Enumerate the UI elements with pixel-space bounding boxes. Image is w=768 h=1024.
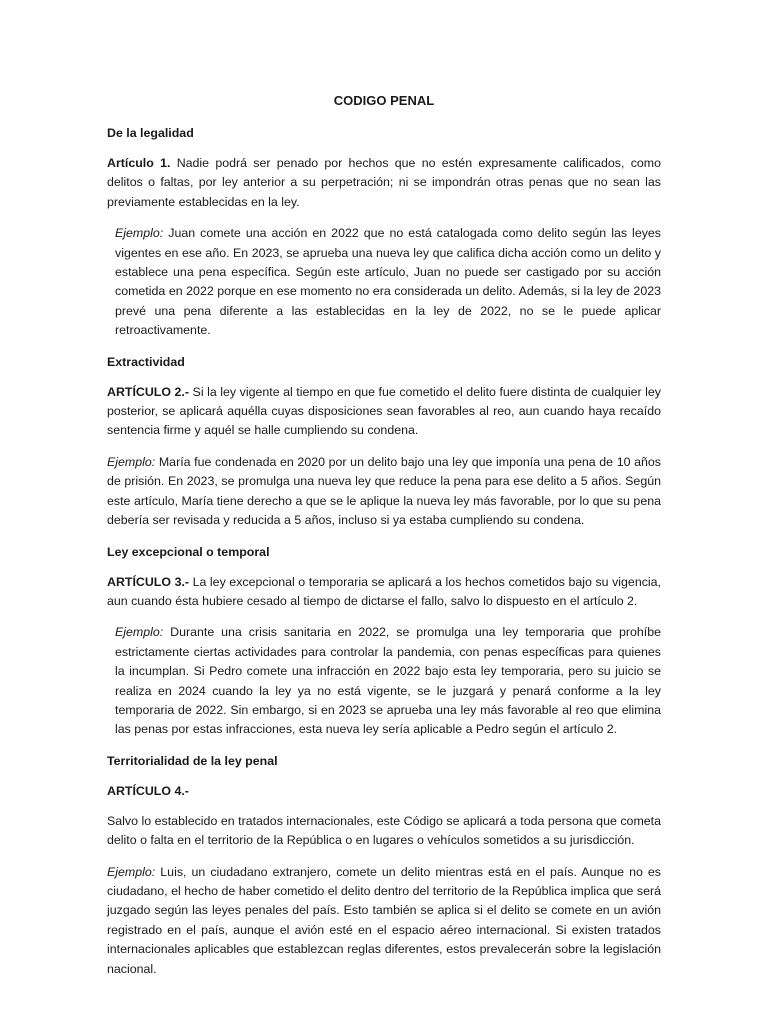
- example-1-text: Juan comete una acción en 2022 que no está catalogada como delito según las leyes vigentes en ese año. En 2023, se aprueba una nueva ley que califica dicha acción como un delito y establece una pena específica. Según este artículo, Juan no puede ser castigado por su acción cometida en 2022 porque en ese momento no era considerada un delito. Además, si la ley de 2023 prevé una pena diferente a las establecidas en la ley de 2022, no se le puede aplicar retroactivamente.: [115, 226, 661, 338]
- article-2-label: ARTÍCULO 2.-: [107, 384, 190, 399]
- example-2: [107, 453, 661, 531]
- article-2: [107, 383, 661, 441]
- article-1-label: Artículo 1.: [107, 156, 171, 170]
- example-1-label: Ejemplo:: [115, 226, 164, 241]
- example-3-label: Ejemplo:: [115, 625, 164, 640]
- article-3: [107, 573, 661, 612]
- article-1: [107, 154, 661, 212]
- section-heading-legalidad: De la legalidad: [107, 126, 194, 140]
- example-3: [107, 623, 661, 739]
- example-1: [107, 224, 661, 340]
- article-1-text: Nadie podrá ser penado por hechos que no estén expresamente calificados, como delitos o faltas, por ley anterior a su perpetración; ni se impondrán otras penas que no sean las previamente establecidas en la ley.: [107, 156, 661, 209]
- example-2-text: María fue condenada en 2020 por un delito bajo una ley que imponía una pena de 10 años de prisión. En 2023, se promulga una nueva ley que reduce la pena para ese delito a 5 años. Según este artículo, María tiene derecho a que se le aplique la nueva ley más favorable, por lo que su pena debería ser revisada y reducida a 5 años, incluso si ya estaba cumpliendo su condena.: [107, 454, 661, 528]
- example-2-label: Ejemplo:: [107, 454, 156, 469]
- document-title: CODIGO PENAL: [333, 93, 435, 108]
- article-3-text: La ley excepcional o temporaria se aplicará a los hechos cometidos bajo su vigencia, aun cuando ésta hubiere cesado al tiempo de dictarse el fallo, salvo lo dispuesto en el artículo 2.: [107, 574, 661, 608]
- article-4-text: Salvo lo establecido en tratados internacionales, este Código se aplicará a toda persona que cometa delito o falta en el territorio de la República o en lugares o vehículos sometidos a su jurisdicción.: [107, 813, 661, 848]
- article-3-label: ARTÍCULO 3.-: [107, 574, 190, 589]
- section-heading-extractividad: Extractividad: [107, 354, 185, 369]
- article-2-text: Si la ley vigente al tiempo en que fue cometido el delito fuere distinta de cualquier ley posterior, se aplicará aquélla cuyas disposiciones sean favorables al reo, aun cuando haya recaído sentencia firme y aquél se halle cumpliendo su condena.: [107, 384, 661, 438]
- article-4-label: ARTÍCULO 4.-: [107, 783, 189, 798]
- section-heading-ley-excepcional: Ley excepcional o temporal: [107, 544, 270, 559]
- example-4-text: Luis, un ciudadano extranjero, comete un delito mientras está en el país. Aunque no es ciudadano, el hecho de haber cometido el delito dentro del territorio de la República implica que será juzgado según las leyes penales del país. Esto también se aplica si el delito se comete en un avión registrado en el país, aunque el avión esté en el espacio aéreo internacional. Si existen tratados internacionales aplicables que establezcan reglas diferentes, estos prevalecerán sobre la legislación nacional.: [107, 864, 661, 976]
- example-4-label: Ejemplo:: [107, 864, 156, 879]
- example-3-text: Durante una crisis sanitaria en 2022, se promulga una ley temporaria que prohíbe estrictamente ciertas actividades para controlar la pandemia, con penas específicas para quienes la incumplan. Si Pedro comete una infracción en 2022 bajo esta ley temporaria, pero su juicio se realiza en 2024 cuando la ley ya no está vigente, se le juzgará y penará conforme a la ley temporaria de 2022. Sin embargo, si en 2023 se aprueba una ley más favorable al reo que elimina las penas por estas infracciones, esta nueva ley sería aplicable a Pedro según el artículo 2.: [115, 625, 661, 737]
- section-heading-territorialidad: Territorialidad de la ley penal: [107, 753, 278, 768]
- example-4: [107, 863, 661, 979]
